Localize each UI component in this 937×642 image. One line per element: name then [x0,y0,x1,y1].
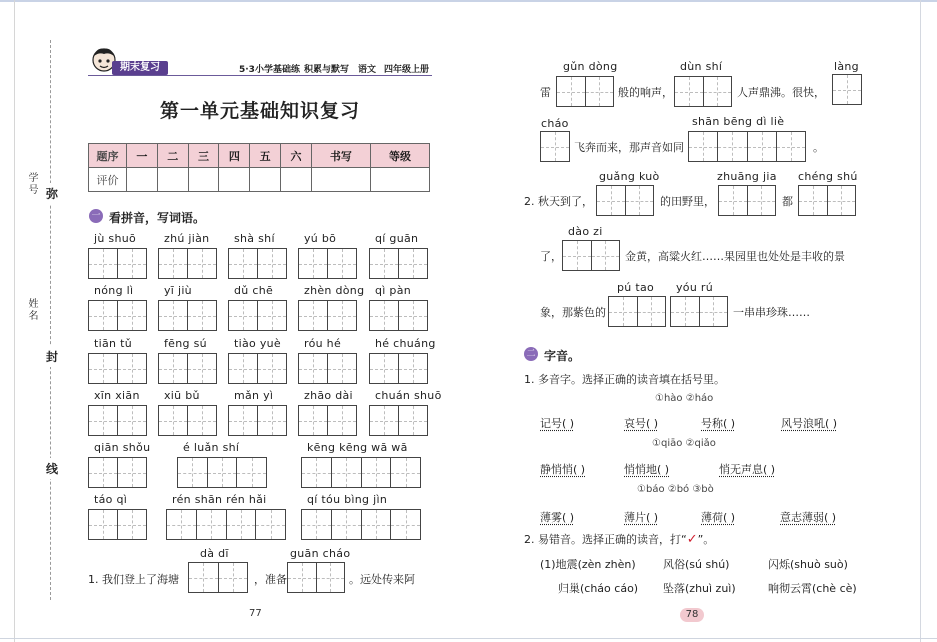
word-answer-grid[interactable] [228,300,287,331]
confusing-item-6: 响彻云霄(chè cè) [768,582,857,595]
polyphone-char: 号称( ) [701,417,736,430]
unit-title: 第一单元基础知识复习 [159,100,360,122]
grid-cell[interactable] [159,354,188,383]
grid-cell[interactable] [229,406,258,435]
word-answer-grid[interactable] [298,353,357,384]
word-answer-grid[interactable] [369,300,428,331]
page-right-border [920,0,921,642]
score-eval-cell[interactable] [250,168,281,192]
grid-cell[interactable] [159,249,188,278]
group3-item-1 [540,509,574,525]
word-answer-grid[interactable] [228,248,287,279]
word-answer-grid[interactable] [88,353,147,384]
right-line2-pinyin-1: cháo [541,117,569,130]
polyphone-char: 记号( ) [540,417,575,430]
word-answer-grid[interactable] [158,353,217,384]
grid-cell[interactable] [89,249,118,278]
score-table-eval-row [89,168,430,192]
word-answer-grid[interactable] [369,353,428,384]
grid-cell[interactable] [328,249,356,278]
word-answer-grid[interactable] [88,405,147,436]
margin-cut-feng: 封 [46,346,58,367]
grid-cell[interactable] [188,406,216,435]
word-pinyin: qiān shǒu [94,441,151,454]
word-answer-grid[interactable] [158,248,217,279]
score-cell: 三 [188,144,219,168]
grid-cell[interactable] [237,458,266,487]
word-pinyin: zhú jiàn [164,232,210,245]
grid-cell[interactable] [258,301,286,330]
section2-number: 二 [524,347,538,361]
grid-cell[interactable] [391,458,420,487]
grid-cell[interactable] [399,249,427,278]
polyphone-char: 薄雾( ) [540,511,575,524]
word-answer-grid[interactable] [166,509,286,540]
group2-item-3 [719,461,775,477]
grid-cell[interactable] [89,458,118,487]
group1-item-4 [781,415,837,431]
word-pinyin: xiū bǔ [164,389,200,402]
word-pinyin: nóng lì [94,284,134,297]
word-pinyin: shà shí [234,232,275,245]
polyphone-char: 薄荷( ) [701,511,736,524]
right-q2b-answer-1[interactable] [562,240,620,271]
header-grade: 四年级上册 [384,65,430,75]
section2-q1: 1. 多音字。选择正确的读音填在括号里。 [524,373,725,386]
word-pinyin: qì pàn [375,284,412,297]
right-line1-pinyin-1: gǔn dòng [563,60,618,73]
grid-cell[interactable] [227,510,257,539]
section2-q2 [524,531,714,547]
grid-cell[interactable] [159,301,188,330]
grid-cell[interactable] [208,458,238,487]
word-pinyin: róu hé [304,337,342,350]
right-q2-text-1: 2. 秋天到了， [524,195,593,208]
group1-item-2 [624,415,658,431]
word-answer-grid[interactable] [158,300,217,331]
score-eval-cell[interactable] [188,168,219,192]
left-q1-middle: ，准备 [254,573,287,586]
word-pinyin: yú bō [304,232,337,245]
section2-q2-after: ”。 [697,533,715,546]
page-left-border [14,0,15,642]
word-answer-grid[interactable] [369,248,428,279]
checkmark-icon: ✓ [686,532,698,547]
section1-title: 看拼音，写词语。 [109,211,206,225]
score-cell: 书写 [311,144,370,168]
right-line1-text-2: 般的响声， [618,86,673,99]
margin-cut-xian: 线 [46,458,58,479]
group2-item-1 [540,461,585,477]
grid-cell[interactable] [229,301,258,330]
polyphone-char: 哀号( ) [624,417,659,430]
grid-cell[interactable] [118,458,146,487]
word-answer-grid[interactable] [228,353,287,384]
group1-item-3 [701,415,735,431]
polyphone-char: 薄片( ) [624,511,659,524]
right-q2b-text-2: 金黄，高粱火红……果园里也处处是丰收的景 [625,250,845,263]
grid-cell[interactable] [188,249,216,278]
right-q2-answer-1[interactable] [596,185,654,216]
grid-cell[interactable] [370,406,399,435]
right-q2-answer-3[interactable] [798,185,856,216]
score-cell: 四 [219,144,250,168]
polyphone-char: 意志薄弱( ) [780,511,837,524]
right-q2b-pinyin-1: dào zi [568,225,603,238]
grid-cell[interactable] [399,406,427,435]
score-cell: 六 [281,144,312,168]
section1-number: 一 [89,209,103,223]
right-line1-text-1: 雷 [540,86,551,99]
grid-cell[interactable] [332,458,362,487]
word-answer-grid[interactable] [301,509,421,540]
right-q2b-text-1: 了， [540,250,562,263]
polyphone-char: 风号浪吼( ) [781,417,838,430]
page-number-right: 78 [680,608,704,622]
right-q2c-pinyin-2: yóu rú [676,281,714,294]
right-line1-pinyin-3: làng [834,60,859,73]
right-line2-pinyin-2: shān bēng dì liè [692,115,785,128]
grid-cell[interactable] [332,510,362,539]
word-answer-grid[interactable] [369,405,428,436]
grid-cell[interactable] [370,354,399,383]
right-q2-pinyin-1: guǎng kuò [599,170,660,183]
grid-cell[interactable] [118,510,146,539]
right-q2c-answer-2[interactable] [670,296,728,327]
word-answer-grid[interactable] [88,300,147,331]
confusing-item-5: 坠落(zhuì zuì) [663,582,736,595]
left-q1-after: 。远处传来阿 [349,573,415,586]
score-cell: 等级 [370,144,429,168]
right-line1-text-3: 人声鼎沸。很快， [737,86,825,99]
word-pinyin: mǎn yì [234,389,274,402]
right-q2c-text-1: 象，那紫色的 [540,306,606,319]
word-pinyin: táo qì [94,493,128,506]
score-cell: 二 [157,144,188,168]
word-answer-grid[interactable] [88,457,147,488]
word-answer-grid[interactable] [298,405,357,436]
right-q2c-answer-1[interactable] [608,296,666,327]
grid-cell[interactable] [118,249,146,278]
right-q2-text-3: 都 [782,195,793,208]
word-pinyin: xīn xiān [94,389,140,402]
grid-cell[interactable] [328,301,356,330]
score-cell-label: 题序 [89,144,127,168]
word-pinyin: hé chuáng [375,337,436,350]
right-line1-answer-1[interactable] [556,76,614,107]
word-pinyin: qí guān [375,232,419,245]
right-q2c-pinyin-1: pú tao [617,281,655,294]
grid-cell[interactable] [362,510,392,539]
header-rule [88,75,432,76]
right-line1-answer-3[interactable] [832,74,862,105]
group3-item-2 [624,509,658,525]
group2-item-2 [624,461,669,477]
review-tag: 期末复习 [112,61,168,75]
margin-label-name: 姓名 [26,298,37,322]
word-pinyin: zhèn dòng [304,284,365,297]
grid-cell[interactable] [118,354,146,383]
grid-cell[interactable] [302,458,332,487]
grid-cell[interactable] [256,510,285,539]
score-eval-cell[interactable] [219,168,250,192]
word-answer-grid[interactable] [88,509,147,540]
grid-cell[interactable] [302,510,332,539]
grid-cell[interactable] [89,510,118,539]
grid-cell[interactable] [229,354,258,383]
word-pinyin: é luǎn shí [183,441,240,454]
margin-label-student-no: 学号 [26,172,37,196]
grid-cell[interactable] [89,301,118,330]
confusing-item-1: (1)地震(zèn zhèn) [540,558,636,571]
group2-options: ①qiāo ②qiǎo [652,438,716,449]
score-cell: 一 [127,144,158,168]
right-q2c-text-2: 一串串珍珠…… [733,306,810,319]
right-line2-text-1: 飞奔而来，那声音如同 [574,141,684,154]
score-eval-cell[interactable] [157,168,188,192]
grid-cell[interactable] [328,354,356,383]
score-eval-cell[interactable] [281,168,312,192]
grid-cell[interactable] [159,406,188,435]
grid-cell[interactable] [391,510,420,539]
confusing-item-2: 风俗(sú shú) [663,558,730,571]
word-pinyin: jù shuō [94,232,137,245]
grid-cell[interactable] [299,301,328,330]
left-q1-pinyin-2: guān cháo [290,547,351,560]
confusing-item-4: 归巢(cháo cáo) [558,582,639,595]
grid-cell[interactable] [118,406,146,435]
score-cell: 五 [250,144,281,168]
grid-cell[interactable] [258,249,286,278]
group1-item-1 [540,415,574,431]
page-number-left: 77 [249,608,262,619]
word-pinyin: dǔ chē [234,284,274,297]
left-q1-answer-2[interactable] [287,562,345,593]
polyphone-char: 静悄悄( ) [540,463,586,476]
confusing-item-3: 闪烁(shuò suò) [768,558,848,571]
left-q1-pinyin-1: dà dī [200,547,229,560]
word-answer-grid[interactable] [177,457,267,488]
grid-cell[interactable] [299,249,328,278]
score-table-header-row [89,144,430,168]
right-line1-pinyin-2: dùn shí [680,60,723,73]
right-line2-text-2: 。 [813,141,824,154]
grid-cell[interactable] [299,354,328,383]
grid-cell[interactable] [89,406,118,435]
word-pinyin: tiào yuè [234,337,281,350]
grid-cell[interactable] [178,458,208,487]
right-q2-answer-2[interactable] [718,185,776,216]
grid-cell[interactable] [299,406,328,435]
group3-item-3 [701,509,735,525]
header-book: 积累与默写 [304,65,350,75]
header-series: 5·3小学基础练 [239,65,300,75]
word-pinyin: qí tóu bìng jìn [307,493,388,506]
word-pinyin: tiān tǔ [94,337,132,350]
word-pinyin: fēng sú [164,337,207,350]
right-q2-text-2: 的田野里， [660,195,715,208]
right-q2-pinyin-3: chéng shú [798,170,858,183]
polyphone-char: 悄悄地( ) [624,463,670,476]
margin-cut-mi: 弥 [46,183,58,204]
grid-cell[interactable] [118,301,146,330]
score-eval-label: 评价 [89,168,127,192]
word-pinyin: rén shān rén hǎi [172,493,267,506]
left-q1-answer-1[interactable] [188,562,248,593]
word-pinyin: kēng kēng wā wā [307,441,408,454]
grid-cell[interactable] [328,406,356,435]
word-pinyin: yī jiù [164,284,192,297]
group3-item-4 [780,509,836,525]
right-line2-answer-1[interactable] [540,131,570,162]
word-answer-grid[interactable] [228,405,287,436]
score-eval-cell[interactable] [370,168,429,192]
score-eval-cell[interactable] [127,168,158,192]
group1-options: ①hào ②háo [655,393,714,404]
section2-title: 字音。 [544,349,581,363]
grid-cell[interactable] [229,249,258,278]
grid-cell[interactable] [399,301,427,330]
right-line1-answer-2[interactable] [674,76,732,107]
grid-cell[interactable] [167,510,197,539]
word-answer-grid[interactable] [298,300,357,331]
word-pinyin: zhāo dài [304,389,353,402]
right-q2-pinyin-2: zhuāng jia [717,170,777,183]
grid-cell[interactable] [197,510,227,539]
grid-cell[interactable] [188,354,216,383]
grid-cell[interactable] [89,354,118,383]
grid-cell[interactable] [258,354,286,383]
word-answer-grid[interactable] [158,405,217,436]
page-bottom-border [0,638,937,639]
binding-cut-line [50,40,51,600]
grid-cell[interactable] [399,354,427,383]
grid-cell[interactable] [370,249,399,278]
score-eval-cell[interactable] [311,168,370,192]
score-table [88,143,430,192]
grid-cell[interactable] [258,406,286,435]
word-answer-grid[interactable] [298,248,357,279]
right-line2-answer-2[interactable] [688,131,806,162]
grid-cell[interactable] [370,301,399,330]
word-pinyin: chuán shuō [375,389,442,402]
page-top-border [0,0,937,2]
section2-q2-before: 2. 易错音。选择正确的读音，打“ [524,533,687,546]
group3-options: ①báo ②bó ③bò [637,484,714,495]
grid-cell[interactable] [188,301,216,330]
header-subject: 语文 [358,65,377,75]
grid-cell[interactable] [362,458,392,487]
word-answer-grid[interactable] [88,248,147,279]
word-answer-grid[interactable] [301,457,421,488]
polyphone-char: 悄无声息( ) [719,463,776,476]
left-q1-before: 1. 我们登上了海塘 [88,573,179,586]
